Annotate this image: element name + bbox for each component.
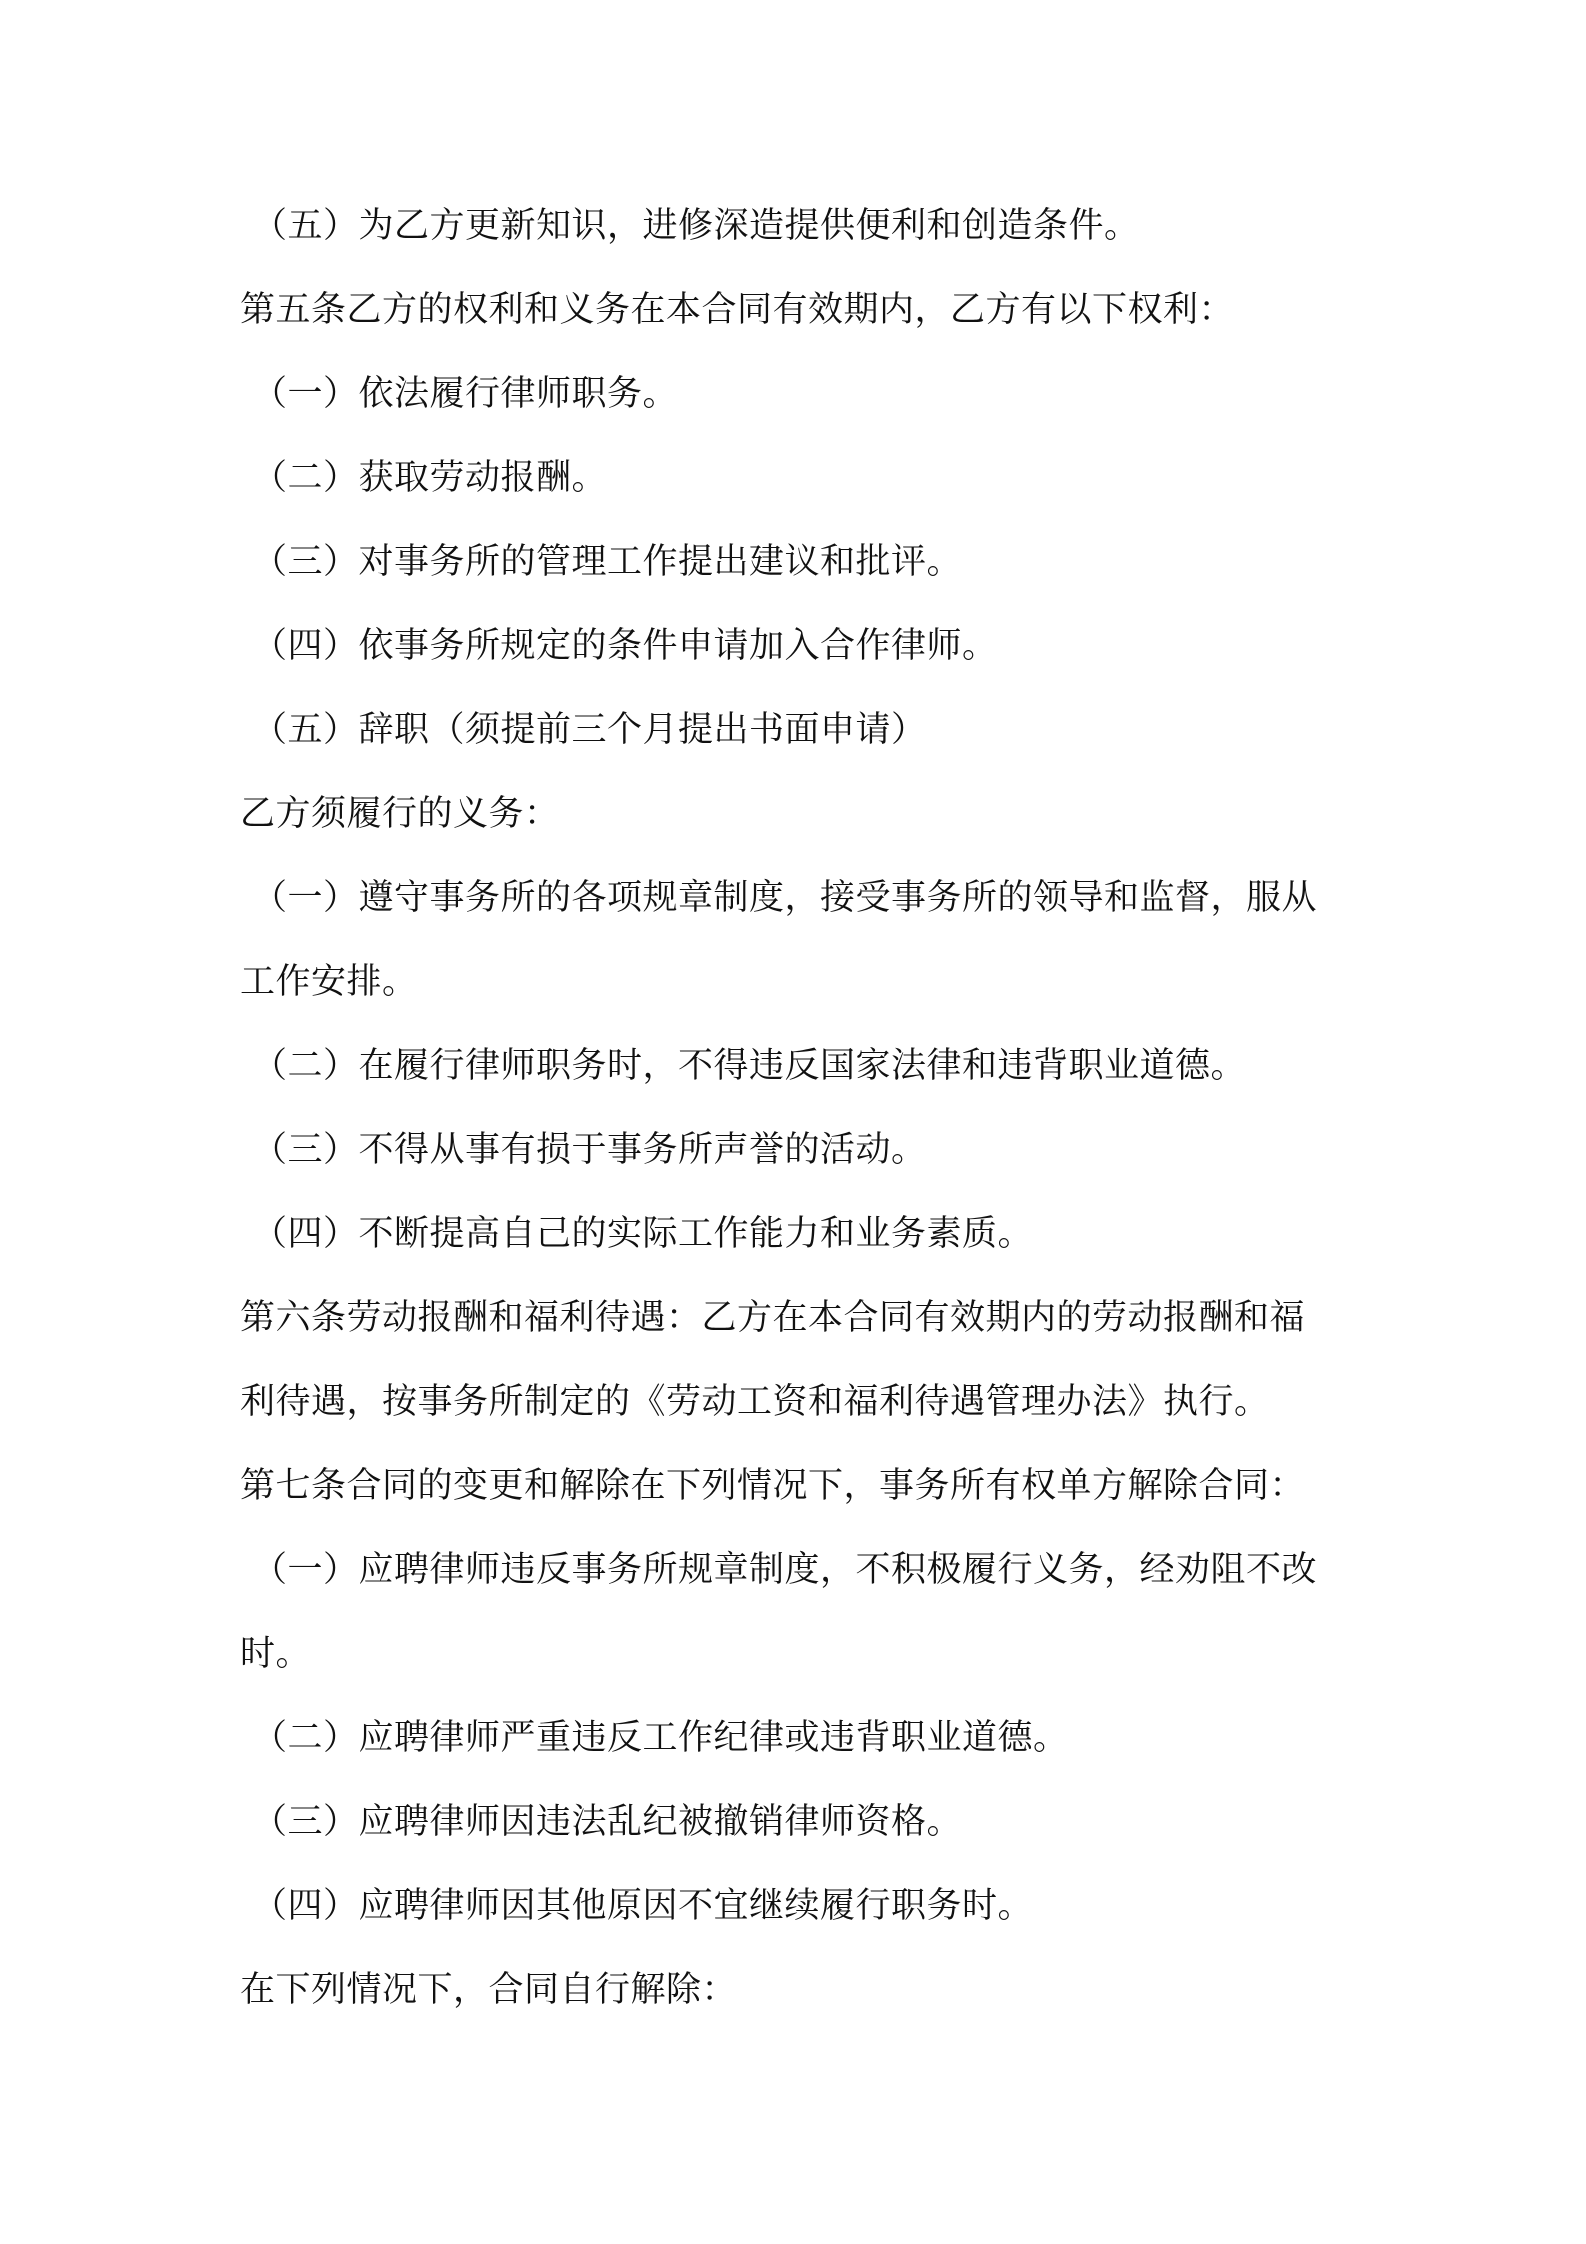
paragraph-line: 第七条合同的变更和解除在下列情况下，事务所有权单方解除合同： (240, 1466, 1306, 1506)
paragraph-line: （一）遵守事务所的各项规章制度，接受事务所的领导和监督，服从 (252, 878, 1318, 918)
paragraph-line: 在下列情况下，合同自行解除： (240, 1970, 738, 2010)
paragraph-line: 乙方须履行的义务： (240, 794, 560, 834)
paragraph-line: （五）为乙方更新知识，进修深造提供便利和创造条件。 (252, 206, 1140, 246)
paragraph-line: （三）应聘律师因违法乱纪被撤销律师资格。 (252, 1802, 963, 1842)
paragraph-line: 第五条乙方的权利和义务在本合同有效期内，乙方有以下权利： (240, 290, 1235, 330)
paragraph-line: （四）依事务所规定的条件申请加入合作律师。 (252, 626, 998, 666)
paragraph-line: （一）依法履行律师职务。 (252, 374, 679, 414)
paragraph-line: （五）辞职（须提前三个月提出书面申请） (252, 710, 927, 750)
paragraph-line: 时。 (240, 1634, 312, 1674)
paragraph-line: （四）不断提高自己的实际工作能力和业务素质。 (252, 1214, 1034, 1254)
paragraph-line: 利待遇，按事务所制定的《劳动工资和福利待遇管理办法》执行。 (240, 1382, 1270, 1422)
paragraph-line: （二）应聘律师严重违反工作纪律或违背职业道德。 (252, 1718, 1069, 1758)
paragraph-line: （二）获取劳动报酬。 (252, 458, 608, 498)
paragraph-line: （三）不得从事有损于事务所声誉的活动。 (252, 1130, 927, 1170)
paragraph-line: 工作安排。 (240, 962, 418, 1002)
paragraph-line: （一）应聘律师违反事务所规章制度，不积极履行义务，经劝阻不改 (252, 1550, 1318, 1590)
paragraph-line: （二）在履行律师职务时，不得违反国家法律和违背职业道德。 (252, 1046, 1247, 1086)
paragraph-line: （三）对事务所的管理工作提出建议和批评。 (252, 542, 963, 582)
paragraph-line: 第六条劳动报酬和福利待遇：乙方在本合同有效期内的劳动报酬和福 (240, 1298, 1306, 1338)
paragraph-line: （四）应聘律师因其他原因不宜继续履行职务时。 (252, 1886, 1034, 1926)
